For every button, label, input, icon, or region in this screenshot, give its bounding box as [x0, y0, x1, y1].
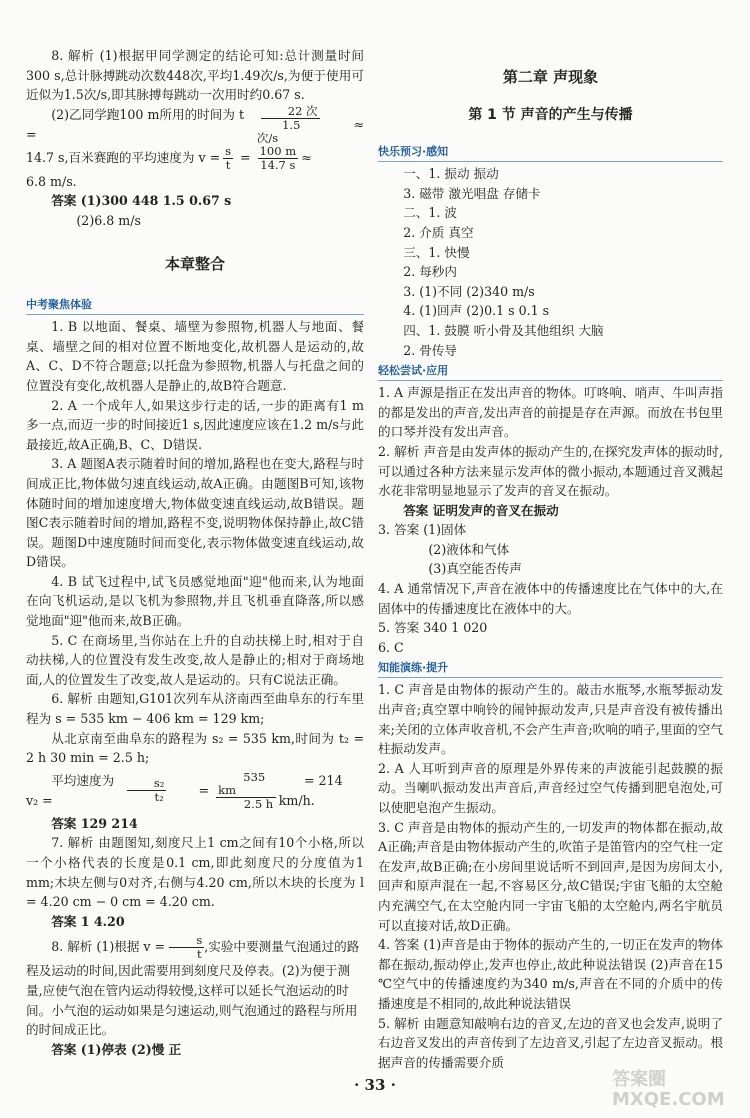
- q8-solution: 8. 解析 (1)根据甲同学测定的结论可知:总计测量时间300 s,总计脉搏跳动次数448次,平均1.49次/s,为便于使用可近似为1.5次/s,即其脉搏每跳动一次用时约0.67 s.: [26, 48, 364, 103]
- q6-answer: 答案 129 214: [51, 815, 138, 831]
- try-item: 3. 答案 (1)固体: [378, 522, 467, 538]
- try-answer: 答案 证明发声的音叉在振动: [403, 502, 559, 518]
- q8b-fraction: [169, 934, 204, 961]
- fraction-numerator: 100 m: [259, 143, 297, 158]
- approx-sign: ≈: [301, 150, 312, 166]
- section-label-drill: 知能演练·提升: [378, 659, 723, 678]
- fraction-denominator: t₂: [154, 790, 164, 805]
- fraction-numerator: s₂: [127, 777, 167, 791]
- q6-fraction-1: [127, 777, 167, 804]
- fraction-numerator: 535 km: [216, 771, 276, 798]
- item-5: 5. C 在商场里,当你站在上升的自动扶梯上时,相对于自动扶梯,人的位置没有发生改变,故人是静止的;相对于商场地面,人的位置发生了改变,故人是运动的。只有C说法正确。: [26, 632, 364, 687]
- q8-fraction-1: [255, 105, 325, 145]
- try-item: 4. A 通常情况下,声音在液体中的传播速度比在气体中的大,在固体中的传播速度比在液体中的大。: [378, 581, 723, 616]
- preview-line: 2. 骨传导: [403, 342, 457, 358]
- item-8b: [26, 934, 364, 1039]
- equal-sign: =: [236, 150, 255, 166]
- q8-formula-2: [26, 145, 364, 172]
- q8b-text: ,实验中要测量气泡通过的路程及运动的时间,因此需要用到刻度尺及停表。(2)为便于测量,应使气泡在管内运动得较慢,这样可以延长气泡运动的时间。小气泡的运动如果是匀速运动,则气泡通过的路程与所用的时间成正比。: [26, 939, 360, 1038]
- item-2: 2. A 一个成年人,如果这步行走的话,一步的距离有1 m多一点,而迈一步的时间接近1 s,因此速度应该在1.2 m/s与此最接近,故A正确,B、C、D错误.: [26, 397, 364, 452]
- preview-line: 3. 磁带 激光唱盘 存储卡: [403, 185, 541, 201]
- item-1: 1. B 以地面、餐桌、墙壁为参照物,机器人与地面、餐桌、墙壁之间的相对位置不断地变化,故机器人是运动的,故A、C、D不符合题意;以托盘为参照物,机器人与托盘之间的位置没有变化,故机器人是静止的,故B符合题意.: [26, 319, 364, 393]
- item-6-cont: 从北京南至曲阜东的路程为 s₂ = 535 km,时间为 t₂ = 2 h 30 min = 2.5 h;: [26, 730, 364, 766]
- item-4: 4. B 试飞过程中,试飞员感觉地面"迎"他而来,认为地面在向飞机运动,是以飞机为参照物,并且飞机垂直降落,所以感觉地面"迎"他而来,故B正确。: [26, 573, 364, 629]
- try-item: (3)真空能否传声: [428, 561, 522, 577]
- drill-item: 4. 答案 (1)声音是由于物体的振动产生的,一切正在发声的物体都在振动,振动停止,发声也停止,故此种说法错误 (2)声音在15 ℃空气中的传播速度约为340 m/s,声音在不同的介质中的传播速度是不相同的,故此种说法错误: [378, 937, 723, 1011]
- try-item: 6. C: [378, 639, 404, 655]
- q8b-prefix: 8. 解析 (1)根据 v =: [51, 939, 166, 955]
- watermark-logo: 答案圈 MXQE.COM: [612, 1069, 725, 1110]
- fraction-denominator: 2.5 h: [243, 796, 274, 811]
- preview-line: 一、1. 振动 振动: [403, 166, 499, 182]
- try-item: 5. 答案 340 1 020: [378, 620, 488, 636]
- preview-line: 四、1. 鼓膜 听小骨及其他组织 大脑: [403, 322, 604, 338]
- fraction-denominator: 14.7 s: [260, 157, 296, 172]
- q6-avg-prefix: 平均速度为 v₂ =: [26, 773, 115, 808]
- preview-line: 2. 每秒内: [403, 264, 457, 280]
- q8-fraction-2: [223, 145, 233, 172]
- drill-item: 2. A 人耳听到声音的原理是外界传来的声波能引起鼓膜的振动。当喇叭振动发出声音后,声音经过空气传播到肥皂泡处,可以使肥皂泡产生振动。: [378, 760, 723, 815]
- q8-answer-2: (2)6.8 m/s: [76, 212, 141, 228]
- drill-item: 1. C 声音是由物体的振动产生的。敲击水瓶琴,水瓶琴振动发出声音;真空罩中响铃的闹钟振动发声,只是声音没有被传播出来;关闭的立体声收音机,不会产生声音;吹响的哨子,里面的空气柱振动发声。: [378, 682, 723, 757]
- fraction-numerator: s: [169, 934, 204, 948]
- q7-answer: 答案 1 4.20: [51, 913, 125, 929]
- q8-part2-prefix: (2)乙同学跑100 m所用的时间为 t =: [26, 107, 245, 142]
- q8-formula-1: [26, 105, 364, 145]
- preview-line: 2. 介质 真空: [403, 224, 474, 240]
- drill-item: 3. C 声音是由物体的振动产生的,一切发声的物体都在振动,故A正确;声音是由物体振动产生的,吹笛子是笛管内的空气柱一定在发声,故B正确;在小房间里说话听不到回声,是因为房间太小,回声和原声混在一起,不容易区分,故C错误;宇宙飞船的太空舱内充满空气,在太空舱内同一宇宙飞船的太空舱内,两名宇航员可以直接对话,故D正确。: [378, 819, 723, 933]
- fraction-numerator: s: [225, 143, 232, 158]
- drill-item: 5. 解析 由题意知敲响右边的音叉,左边的音叉也会发声,说明了右边音叉发出的声音传到了左边音叉,引起了左边音叉振动。根据声音的传播需要介质: [378, 1015, 723, 1070]
- chapter-summary-title: 本章整合: [164, 254, 225, 273]
- try-item: 1. A 声源是指正在发出声音的物体。叮咚响、哨声、牛叫声指的都是发出的声音,发出声音的前提是存在声源。而放在书包里的口琴并没有发出声音。: [378, 385, 723, 440]
- q8-line3: 6.8 m/s.: [26, 173, 77, 189]
- page-number: · 33 ·: [354, 1076, 396, 1094]
- q8-fraction-3: [258, 145, 299, 172]
- fraction-denominator: 1.5 次/s: [256, 117, 301, 145]
- left-column: [26, 46, 364, 1059]
- right-column: [378, 46, 723, 1072]
- try-item: 2. 解析 声音是由发声体的振动产生的,在探究发声体的振动时,可以通过各种方法来显示发声体的微小振动,本题通过音叉溅起水花非常明显地显示了发声的音叉在振动。: [378, 443, 723, 499]
- section-label-exam: 中考聚焦体验: [26, 296, 364, 315]
- item-3: 3. A 题图A表示随着时间的增加,路程也在变大,路程与时间成正比,物体做匀速直线运动,故A正确。由题图B可知,该物体随时间的增加速度增大,物体做变速直线运动,故B错误。题图C表示随着时间的增加,路程不变,说明物体保持静止,故C错误。题图D中速度随时间而变化,表示物体做变速直线运动,故D错误。: [26, 456, 364, 570]
- q8b-answer: 答案 (1)停表 (2)慢 正: [51, 1041, 182, 1057]
- preview-line: 3. (1)不同 (2)340 m/s: [403, 283, 535, 299]
- approx-sign: ≈: [353, 116, 364, 132]
- item-6: 6. 解析 由题知,G101次列车从济南西至曲阜东的行车里程为 s = 535 km − 406 km = 129 km;: [26, 691, 364, 727]
- preview-line: 4. (1)回声 (2)0.1 s 0.1 s: [403, 303, 550, 319]
- try-item: (2)液体和气体: [428, 541, 510, 557]
- q6-formula: [26, 771, 364, 811]
- fraction-denominator: t: [225, 157, 231, 172]
- item-7: 7. 解析 由题图知,刻度尺上1 cm之间有10个小格,所以一个小格代表的长度是0.1 cm,即此刻度尺的分度值为1 mm;木块左侧与0对齐,右侧与4.20 cm,所以木块的长度为 l = 4.20 cm − 0 cm = 4.20 cm.: [26, 835, 364, 910]
- preview-line: 三、1. 快慢: [403, 244, 470, 260]
- fraction-denominator: t: [196, 947, 202, 962]
- q8-answer-1: 答案 (1)300 448 1.5 0.67 s: [51, 193, 232, 209]
- q8-line2-prefix: 14.7 s,百米赛跑的平均速度为 v =: [26, 150, 221, 166]
- preview-line: 二、1. 波: [403, 205, 457, 221]
- q6-avg-suffix: = 214 km/h.: [278, 773, 343, 808]
- chapter-title: 第二章 声现象: [502, 68, 599, 86]
- section-title: 第 1 节 声音的产生与传播: [468, 106, 633, 123]
- q6-fraction-2: [216, 771, 276, 811]
- section-label-preview: 快乐预习·感知: [378, 143, 723, 162]
- fraction-numerator: 22 次: [261, 105, 320, 119]
- section-label-try: 轻松尝试·应用: [378, 362, 723, 381]
- equal-sign: =: [194, 783, 214, 799]
